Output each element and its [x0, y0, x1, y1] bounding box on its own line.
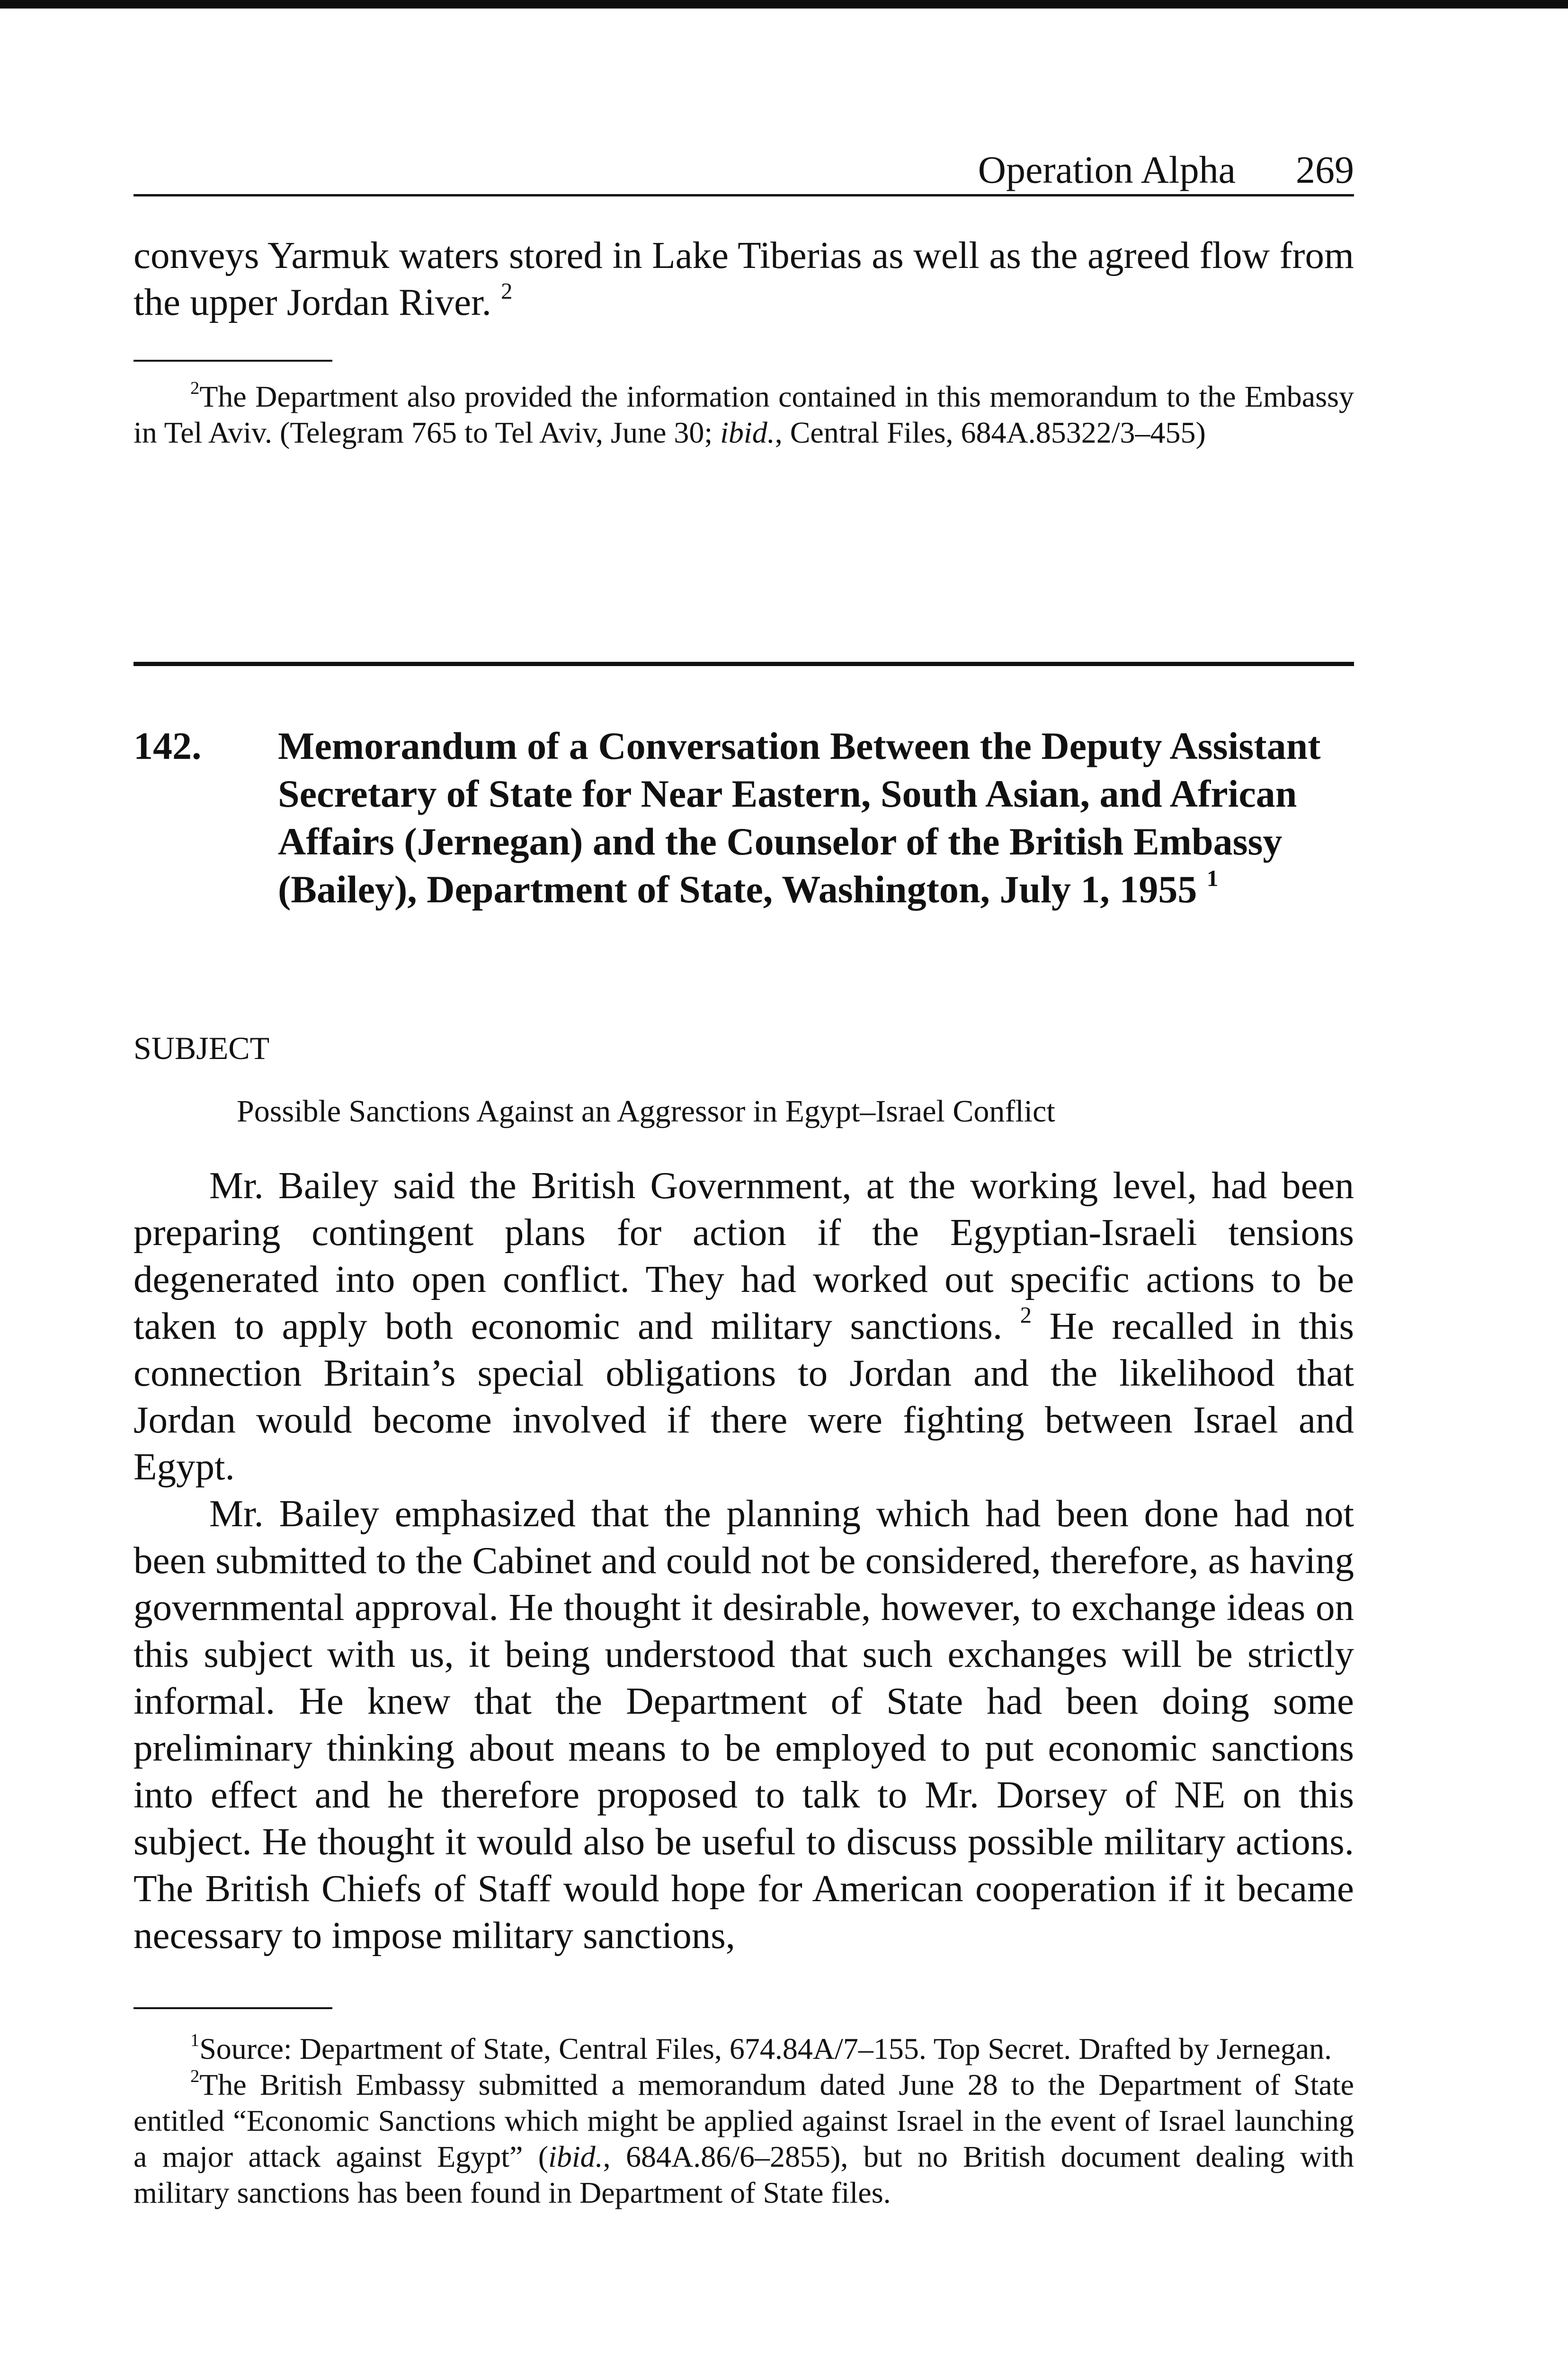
- footnote-2: $^2$The British Embassy submitted a memorandum dated June 28 to the Department of State entitled “Economic Sanctions which might be applied against Israel in the event of Israel launching a major attack against Egypt” (ibid., 684A.86/6–2855), but no British document dealing with military sanctions has been found in Department of State files.: [134, 2066, 1354, 2209]
- continued-paragraph: [134, 232, 1354, 326]
- prior-footnote: [134, 379, 1354, 451]
- subject-text: Possible Sanctions Against an Aggressor in Egypt–Israel Conflict: [237, 1094, 1055, 1129]
- memorandum-body: [134, 1162, 1354, 1959]
- running-head: [134, 142, 1354, 196]
- paragraph-1: Mr. Bailey said the British Government, at the working level, had been preparing contingent plans for action if the Egyptian-Israeli tensions degenerated into open conflict. They had worked out specific actions to be taken to apply both economic and military sanctions. $^2$ He recalled in this connection Britain’s special obligations to Jordan and the likelihood that Jordan would become involved if there were fighting between Israel and Egypt.: [134, 1164, 1354, 1488]
- document-separator-rule: [134, 662, 1354, 666]
- ibid-ref: ibid.: [548, 2140, 603, 2173]
- footnote-1: $^1$Source: Department of State, Central Files, 674.84A/7–155. Top Secret. Drafted by Jernegan.: [190, 2030, 1332, 2065]
- footnote-text: The Department also provided the information contained in this memorandum to the Embassy in Tel Aviv. (Telegram 765 to Tel Aviv, June 30;: [134, 380, 1354, 449]
- continued-text: conveys Yarmuk waters stored in Lake Tiberias as well as the agreed flow from the upper Jordan River.: [134, 234, 1354, 323]
- scan-top-edge: [0, 0, 1568, 9]
- document-title: [278, 722, 1354, 913]
- subject-label: SUBJECT: [134, 1030, 270, 1066]
- paragraph-2: Mr. Bailey emphasized that the planning which had been done had not been submitted to the Cabinet and could not be considered, therefore, as having governmental approval. He thought it desirable, however, to exchange ideas on this subject with us, it being understood that such exchanges will be strictly informal. He knew that the Department of State had been doing some preliminary thinking about means to be employed to put economic sanctions into effect and he therefore proposed to talk to Mr. Dorsey of NE on this subject. He thought it would also be useful to discuss possible military actions. The British Chiefs of Staff would hope for American cooperation if it became necessary to impose military sanctions,: [134, 1492, 1354, 1957]
- footnote-rule: [134, 2007, 332, 2009]
- footnote-mark: 2: [190, 378, 200, 399]
- footnote-rule: [134, 360, 332, 362]
- page-number: 269: [1296, 148, 1354, 191]
- footnotes: [134, 2031, 1354, 2211]
- document-number: 142.: [134, 724, 202, 767]
- ibid-ref: ibid.: [720, 416, 775, 449]
- footnote-text-tail: , Central Files, 684A.85322/3–455): [775, 416, 1206, 449]
- running-head-title: Operation Alpha: [978, 148, 1236, 191]
- footnote-ref: 1: [1206, 865, 1219, 891]
- footnote-ref: 2: [501, 278, 513, 304]
- footnote-ref: 2: [1020, 1302, 1032, 1328]
- document-title-text: Memorandum of a Conversation Between the Deputy Assistant Secretary of State for Near Eastern, South Asian, and African Affairs (Jernegan) and the Counselor of the British Embassy (Bailey), Department of State, Washington, July 1, 1955: [278, 724, 1321, 911]
